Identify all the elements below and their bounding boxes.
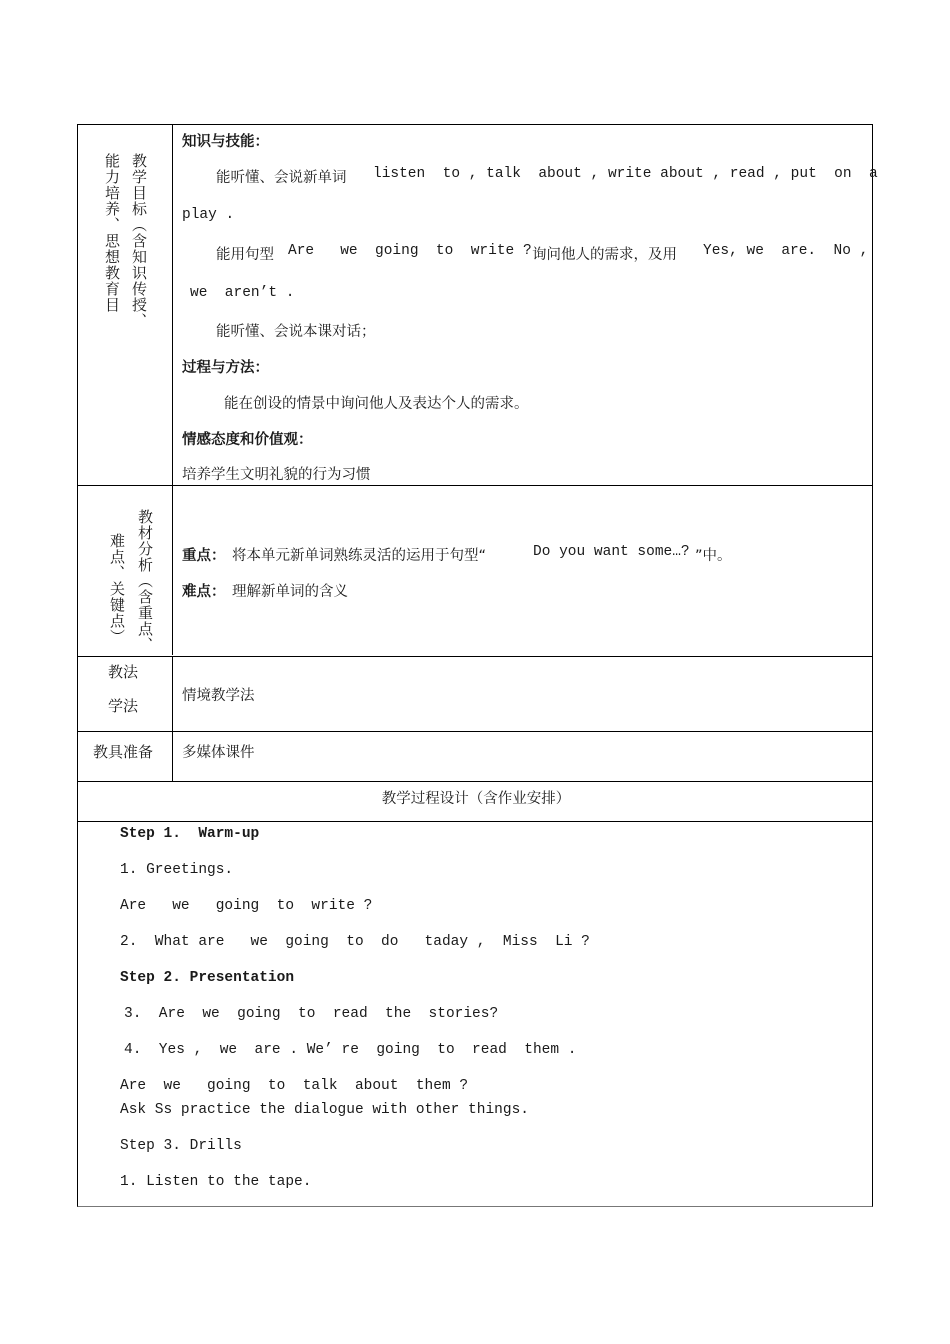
objective-line1-en: listen to , talk about , write about , read , put on a <box>373 166 878 182</box>
method-value: 情境教学法 <box>182 688 255 704</box>
key-point-label: 重点： <box>182 548 226 564</box>
column-divider <box>172 656 173 781</box>
objective-line2-en-b: Yes, we are. No , <box>703 243 869 259</box>
column-divider <box>172 125 173 655</box>
objective-line2-en-c: we aren’t . <box>190 285 295 301</box>
lesson-plan-table <box>77 124 878 1207</box>
method-label-partial-clip <box>78 657 172 681</box>
method-label-partial: 教法 <box>108 663 139 681</box>
process-design-heading: 教学过程设计（含作业安排） <box>381 791 571 807</box>
step3-heading: Step 3. Drills <box>120 1138 242 1154</box>
method-label: 学法 <box>108 697 139 715</box>
process-heading: 过程与方法： <box>182 360 269 376</box>
step2-heading: Step 2. Presentation <box>120 970 295 986</box>
step1-item1-line: Are we going to write ? <box>120 898 373 914</box>
tools-value: 多媒体课件 <box>182 745 255 761</box>
objective-line2-cn-a: 能用句型 <box>216 247 274 263</box>
row-divider <box>78 781 872 782</box>
emotion-heading: 情感态度和价值观： <box>182 432 313 448</box>
objectives-label-col2: 能力培养、思想教育目 <box>103 153 121 313</box>
objectives-label-col1: 教学目标（含知识传授、 <box>130 153 148 329</box>
process-text: 能在创设的情景中询问他人及表达个人的需求。 <box>224 396 529 412</box>
step2-line-a: Are we going to talk about them ? <box>120 1078 469 1094</box>
row-divider <box>78 821 872 822</box>
analysis-label-col2: 难点、关键点） <box>108 533 126 645</box>
knowledge-heading: 知识与技能： <box>182 134 269 150</box>
objective-line2-cn-b: 询问他人的需求，及用 <box>532 247 677 263</box>
step1-heading: Step 1. Warm-up <box>120 826 260 842</box>
emotion-text: 培养学生文明礼貌的行为习惯 <box>182 467 371 483</box>
objective-line3: 能听懂、会说本课对话； <box>216 324 376 340</box>
step3-item1: 1. Listen to the tape. <box>120 1174 312 1190</box>
step1-item2: 2. What are we going to do taday , Miss Li ? <box>120 934 590 950</box>
difficulty-text: 理解新单词的含义 <box>232 584 348 600</box>
key-point-text-b: Do you want some…? <box>533 544 690 560</box>
step2-item3: 3. Are we going to read the stories? <box>124 1006 499 1022</box>
key-point-text-a: 将本单元新单词熟练灵活的运用于句型“ <box>232 548 487 564</box>
tools-label: 教具准备 <box>93 743 154 761</box>
objective-line1-end: play . <box>182 207 235 223</box>
row-divider <box>78 485 872 486</box>
row-divider <box>78 731 872 732</box>
difficulty-label: 难点： <box>182 584 226 600</box>
key-point-text-c: ”中。 <box>695 548 732 564</box>
step1-item1: 1. Greetings. <box>120 862 234 878</box>
step2-item4: 4. Yes , we are . We’ re going to read them . <box>124 1042 577 1058</box>
objective-line2-en-a: Are we going to write ? <box>288 243 532 259</box>
row-divider <box>78 656 872 657</box>
step2-line-b: Ask Ss practice the dialogue with other things. <box>120 1102 529 1118</box>
analysis-label-col1: 教材分析（含重点、 <box>136 509 154 653</box>
objective-line1-cn: 能听懂、会说新单词 <box>216 170 347 186</box>
